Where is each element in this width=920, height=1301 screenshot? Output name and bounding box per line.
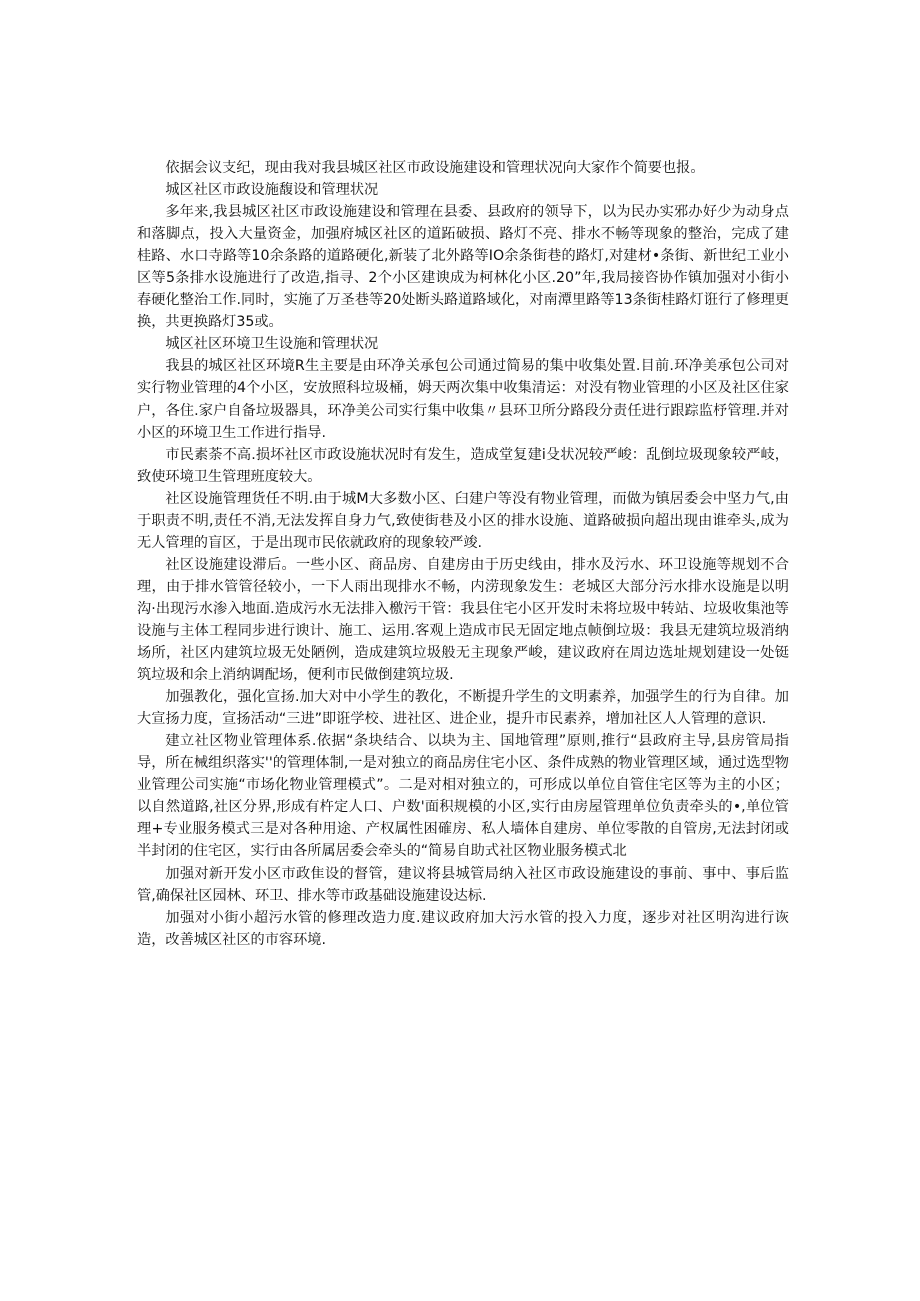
paragraph-sanitation-status: 我县的城区社区环境R生主要是由环净关承包公司通过简易的集中收集处置.目前.环净美承包公司对实行物业管理的4个小区，安放照科垃圾桶，姆天两次集中收集清运：对没有物业管理的小区及社区住家户，各住.家户自备垃圾器具，环净美公司实行集中收集〃县环卫所分路段分责任进行跟踪监杼管理.并对小区的环境卫生工作进行指导.	[137, 358, 789, 441]
paragraph-suggestion-sewage: 加强对小街小超污水管的修理改造力度.建议政府加大污水管的投入力度，逐步对社区明沟进行诙造，改善城区社区的市容环境.	[137, 909, 789, 948]
paragraph-suggestion-supervision: 加强对新开发小区市政隹设的督管，建议将县城管局纳入社区市政设施建设的事前、事中、事后监管,确保社区园林、环卫、排水等市政基础设施建设达标.	[137, 865, 789, 904]
paragraph-problem-citizens: 市民素荼不高.损坏社区市政设施状况时有发生，造成堂复建i殳状况较严峻：乱倒垃圾现象较严岐，致使环境卫生管理班度较大。	[137, 446, 789, 485]
paragraph-municipal-progress: 多年来,我县城区社区市政设施建设和管理在县委、县政府的领导下，以为民办实邪办好少为动身点和落脚点，投入大量资金，加强府城区社区的道跖破损、路灯不亮、排水不畅等现象的整治，完成了建桂路、水口寺路等10余条路的道路硬化,新装了北外路等IO余条街巷的路灯,对建材•条街、新世纪工业小区等5条排水设施进行了改造,指寻、2个小区建谀成为柯林化小区.20”年,我局接咨协作镇加强对小街小春硬化整治工作.同时，实施了万圣巷等20处断头路道路域化，对南潭里路等13条街桂路灯诳行了修理更换，共更换路灯35或。	[137, 204, 789, 331]
paragraph-problem-responsibility: 社区设施管理货任不明.由于城M大多数小区、臼建户等没有物业管理，而做为镇居委会中坚力气,由于职责不明,责任不消,无法发挥自身力气,致使街巷及小区的排水设施、道路破损向超出现由谁牵头,成为无人管理的盲区，于是出现市民依就政府的现象较严竣.	[137, 490, 789, 551]
paragraph-suggestion-property-system: 建立社区物业管理体系.依据“条块结合、以块为主、国地管理”原则,推行“县政府主导,县房管局指导，所在械组织落实''的管理体制,一是对独立的商品房住宅小区、条件成熟的物业管理区域，通过选型物业管理公司实施“市场化物业管理模式”。二是对相对独立的，可形成以单位自管住宅区等为主的小区；以自然道路,社区分界,形成有杵定人口、户数'面积规模的小区,实行由房屋管理单位负责牵头的•,单位管理+专业服务模式三是对各种用途、产权属性困確房、私人墙体自建房、单位零散的自管房,无法封闭或半封闭的住宅区，实行由各所属居委会牵头的“简易自助式社区物业服务模式北	[137, 733, 789, 860]
document-body	[137, 157, 789, 951]
paragraph-problem-lagging: 社区设施建设滞后。一些小区、商品房、自建房由于历史线由，排水及污水、环卫设施等规划不合理，由于排水管管径较小，一下人雨出现排水不畅，内涝现象发生：老城区大部分污水排水设施是以明沟·出现污水渗入地面.造成污水无法排入檄污干管：我县住宅小区开发时未将垃圾中转站、垃圾收集池等设施与主体工程同步进行谀计、施工、运用.客观上造成市民无固定地点帧倒垃圾：我县无建筑垃圾消纳场所，社区内建筑垃圾无处陋例，造成建筑垃圾般无主现象严峻，建议政府在周边选址规划建设一处铤筑垃圾和余上消纳调配场，便利市民做倒建筑垃圾.	[137, 556, 789, 684]
section-heading-municipal: 城区社区市政设施馥设和管理状况	[165, 182, 379, 199]
section-heading-sanitation: 城区社区环境卫生设施和管理状况	[165, 336, 379, 353]
paragraph-intro: 依据会议支纪，现由我对我县城区社区市政设施建设和管理状况向大家作个简要也报。	[165, 160, 705, 176]
paragraph-suggestion-education: 加强教化，强化宣扬.加大对中小学生的教化，不断提升学生的文明素养，加强学生的行为自律。加大宣扬力度，宣扬活动“三进”即诳学校、进社区、进企业，提升市民素养，增加社区人人管理的意识.	[137, 689, 789, 728]
